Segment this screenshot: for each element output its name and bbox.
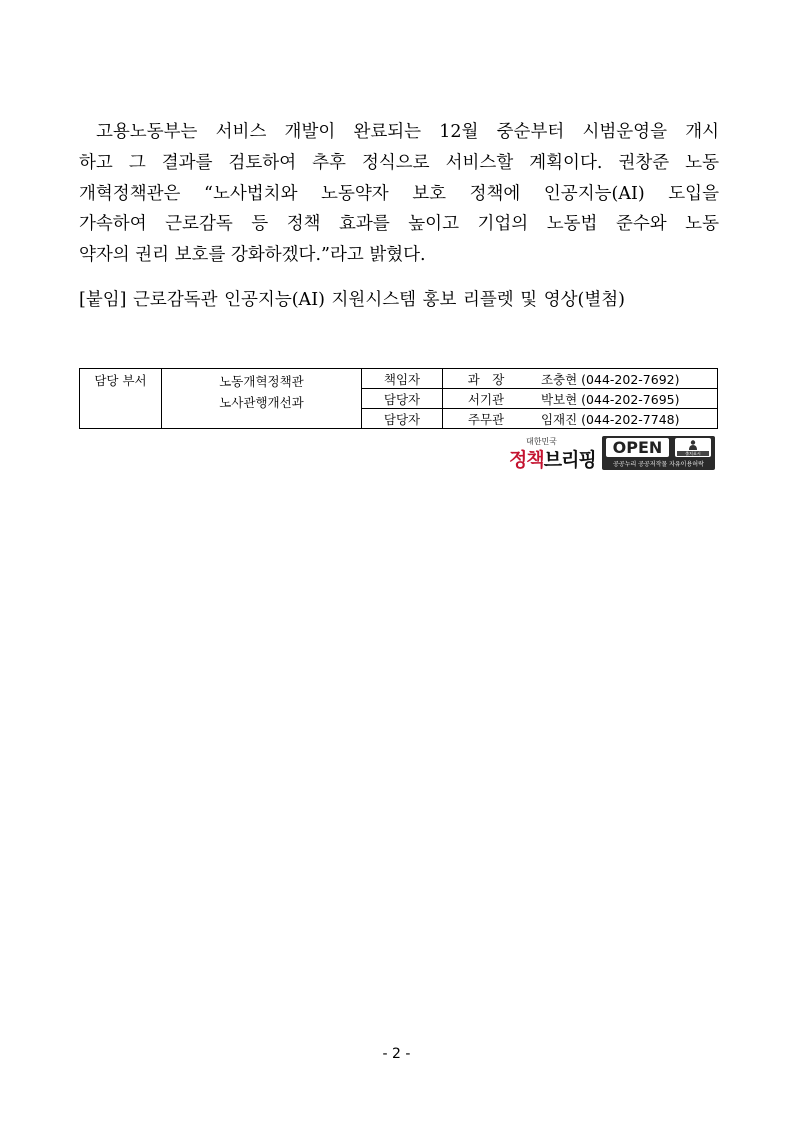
paragraph-line: 약자의 권리 보호를 강화하겠다.”라고 밝혔다. [79,245,426,266]
attachment-note: [붙임] 근로감독관 인공지능(AI) 지원시스템 홍보 리플렛 및 영상(별첨) [79,290,625,310]
dept-label: 담당 부서 [80,369,162,429]
person-icon [688,440,698,450]
person-title: 과 장 [467,371,505,387]
body-paragraph [79,117,719,271]
page-number: - 2 - [382,1046,411,1062]
brief-logo-text: 정책브리핑 [509,449,596,471]
department-name: 노사관행개선과 [219,395,304,410]
person-title: 주무관 [467,411,505,427]
paragraph-line: 가속하여 근로감독 등 정책 효과를 높이고 기업의 노동법 준수와 노동 [79,214,719,235]
person-name-phone: 임재진 (044-202-7748) [540,411,680,427]
person-name-phone: 박보현 (044-202-7695) [540,391,680,407]
department-cell [162,369,362,429]
role-cell: 담당자 [362,409,443,429]
open-word: OPEN [606,438,669,457]
policy-briefing-logo [509,436,597,470]
table-row [80,369,718,389]
person-name-phone: 조충현 (044-202-7692) [540,371,680,387]
logo-area [509,436,715,470]
paragraph-line: 개혁정책관은 “노사법치와 노동약자 보호 정책에 인공지능(AI) 도입을 [79,183,719,204]
paragraph-line: 하고 그 결과를 검토하여 추후 정식으로 서비스할 계획이다. 권창준 노동 [79,152,719,173]
attribution-badge [675,438,711,457]
role-cell: 책임자 [362,369,443,389]
paragraph-line: 고용노동부는 서비스 개발이 완료되는 12월 중순부터 시범운영을 개시 [96,122,719,142]
open-license-text: 공공누리 공공저작물 자유이용허락 [613,461,704,468]
brief-logo-small-text: 대한민국 [526,437,557,446]
person-title: 서기관 [467,391,505,407]
person-cell [443,409,718,429]
person-cell [443,389,718,409]
role-cell: 담당자 [362,389,443,409]
open-license-logo [602,436,715,470]
department-name: 노동개혁정책관 [219,374,304,389]
person-cell [443,369,718,389]
contact-table [79,368,718,429]
badge-label: 출처표시 [677,451,709,456]
